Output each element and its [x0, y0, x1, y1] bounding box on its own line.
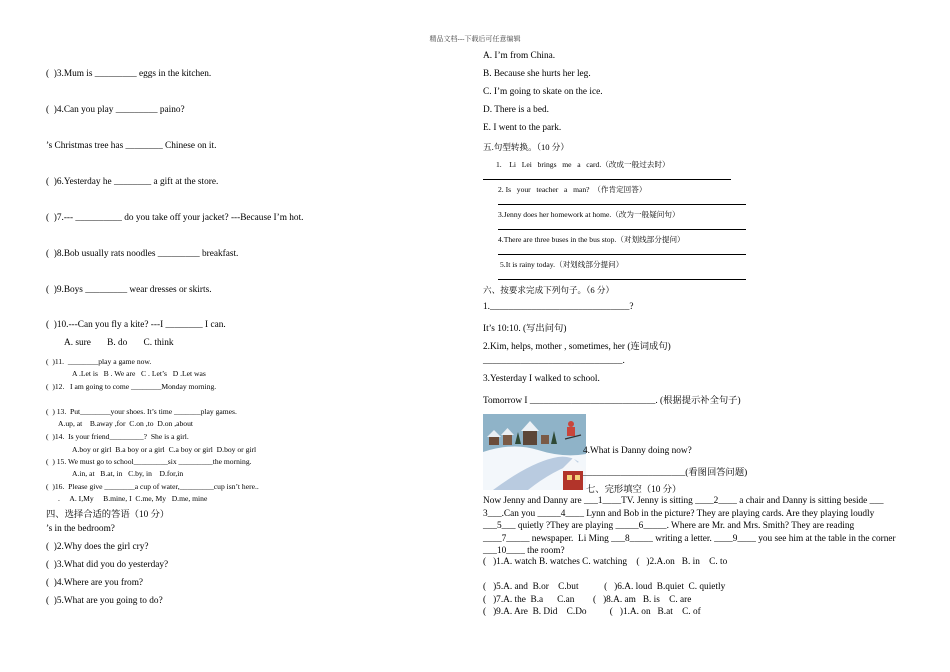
cloze-options-5-6: ( )5.A. and B.or C.but ( )6.A. loud B.quiet C. quietly	[483, 582, 726, 592]
answer-line	[483, 179, 731, 180]
section-6-q1: 1.______________________________?	[483, 302, 634, 312]
question-15: ( ) 15. We must go to school_________six _________the morning.	[46, 457, 252, 466]
question-7: ( )7.--- __________ do you take off your jacket? ---Because I’m hot.	[46, 213, 304, 223]
cloze-options-1-2: ( )1.A. watch B. watches C. watching ( )2.A.on B. in C. to	[483, 557, 728, 567]
question-5: ’s Christmas tree has ________ Chinese on it.	[46, 141, 217, 151]
answer-option-d: D. There is a bed.	[483, 105, 549, 115]
section-4-q1: ’s in the bedroom?	[46, 524, 115, 534]
section-7-title: 七、完形填空（10 分）	[586, 485, 682, 495]
section-6-q4-prompt: ______________________(看图回答问题)	[583, 468, 748, 478]
section-4-q2: ( )2.Why does the girl cry?	[46, 542, 149, 552]
question-4: ( )4.Can you play _________ paino?	[46, 105, 185, 115]
section-6-q3: 3.Yesterday I walked to school.	[483, 374, 600, 384]
question-11: ( )11. ________play a game now.	[46, 357, 152, 366]
question-10-options: A. sure B. do C. think	[64, 338, 174, 348]
question-10: ( )10.---Can you fly a kite? ---I ________ I can.	[46, 320, 226, 330]
section-6-q1-answer: It’s 10:10. (写出问句)	[483, 324, 567, 334]
question-6: ( )6.Yesterday he ________ a gift at the store.	[46, 177, 219, 187]
question-8: ( )8.Bob usually rats noodles _________ breakfast.	[46, 249, 239, 259]
question-16-options: . A. I,My B.mine, I C.me, My D.me, mine	[58, 494, 208, 503]
section-5-title: 五.句型转换。（10 分）	[483, 142, 569, 152]
section-4-q4: ( )4.Where are you from?	[46, 578, 144, 588]
cloze-passage: Now Jenny and Danny are ___1____TV. Jenny is sitting ____2____ a chair and Danny is sitting beside ___ 3___.Can you _____4____ Lynn and Bob in the picture? They are playing cards. Are they playing loudly ___5___ quietly ?They are playing _____6_____. Where are Mr. and Mrs. Smith? They are reading ____7_____ newspaper. Li Ming ___8_____ writing a letter. ____9____ you see him at the table in the corner ___10____ the room?	[483, 496, 896, 557]
question-13: ( ) 13. Put________your shoes. It’s time _______play games.	[46, 407, 237, 416]
section-4-title: 四、选择合适的答语（10 分）	[46, 510, 170, 520]
cloze-options-9-10: ( )9.A. Are B. Did C.Do ( )1.A. on B.at C. of	[483, 607, 701, 617]
cloze-options-7-8: ( )7.A. the B.a C.an ( )8.A. am B. is C. are	[483, 595, 692, 605]
question-12: ( )12. I am going to come ________Monday morning.	[46, 382, 217, 391]
section-6-title: 六、按要求完成下列句子。（6 分）	[483, 285, 615, 295]
section-5-q2: 2. Is your teacher a man? （作肯定回答）	[498, 185, 647, 194]
question-14: ( )14. Is your friend_________? She is a girl.	[46, 432, 189, 441]
question-13-options: A.up, at B.away ,for C.on ,to D.on ,about	[58, 419, 193, 428]
answer-line	[498, 229, 746, 230]
section-6-q4: 4.What is Danny doing now?	[583, 446, 692, 456]
question-14-options: A.boy or girl B.a boy or a girl C.a boy or girl D.boy or girl	[72, 445, 257, 454]
answer-option-a: A. I’m from China.	[483, 51, 556, 61]
answer-line	[498, 254, 746, 255]
question-11-options: A .Let is B . We are C . Let’s D .Let was	[72, 369, 206, 378]
answer-option-e: E. I went to the park.	[483, 123, 562, 133]
page-header: 精品文档---下载后可任意编辑	[429, 35, 521, 43]
answer-option-b: B. Because she hurts her leg.	[483, 69, 591, 79]
section-5-q3: 3.Jenny does her homework at home.（改为一般疑问句）	[498, 210, 680, 219]
section-6-q2-line: ______________________________.	[483, 356, 625, 366]
section-4-q3: ( )3.What did you do yesterday?	[46, 560, 169, 570]
question-15-options: A.in, at B.at, in C.by, in D.for,in	[72, 469, 184, 478]
section-4-q5: ( )5.What are you going to do?	[46, 596, 163, 606]
section-5-q1: 1. Li Lei brings me a card.（改成一般过去时）	[496, 160, 670, 169]
question-3: ( )3.Mum is _________ eggs in the kitchen.	[46, 69, 212, 79]
section-6-q2: 2.Kim, helps, mother , sometimes, her (连词成句)	[483, 342, 671, 352]
question-16: ( )16. Please give ________a cup of water,_________cup isn’t here..	[46, 482, 259, 491]
section-5-q5: 5.It is rainy today.（对划线部分提问）	[500, 260, 624, 269]
section-5-q4: 4.There are three buses in the bus stop.（对划线部分提问）	[498, 235, 685, 244]
question-9: ( )9.Boys _________ wear dresses or skirts.	[46, 285, 212, 295]
winter-scene-picture	[483, 414, 586, 490]
answer-option-c: C. I’m going to skate on the ice.	[483, 87, 603, 97]
section-6-q3-prompt: Tomorrow I ___________________________. (根据提示补全句子)	[483, 396, 741, 406]
answer-line	[498, 204, 746, 205]
answer-line	[498, 279, 746, 280]
